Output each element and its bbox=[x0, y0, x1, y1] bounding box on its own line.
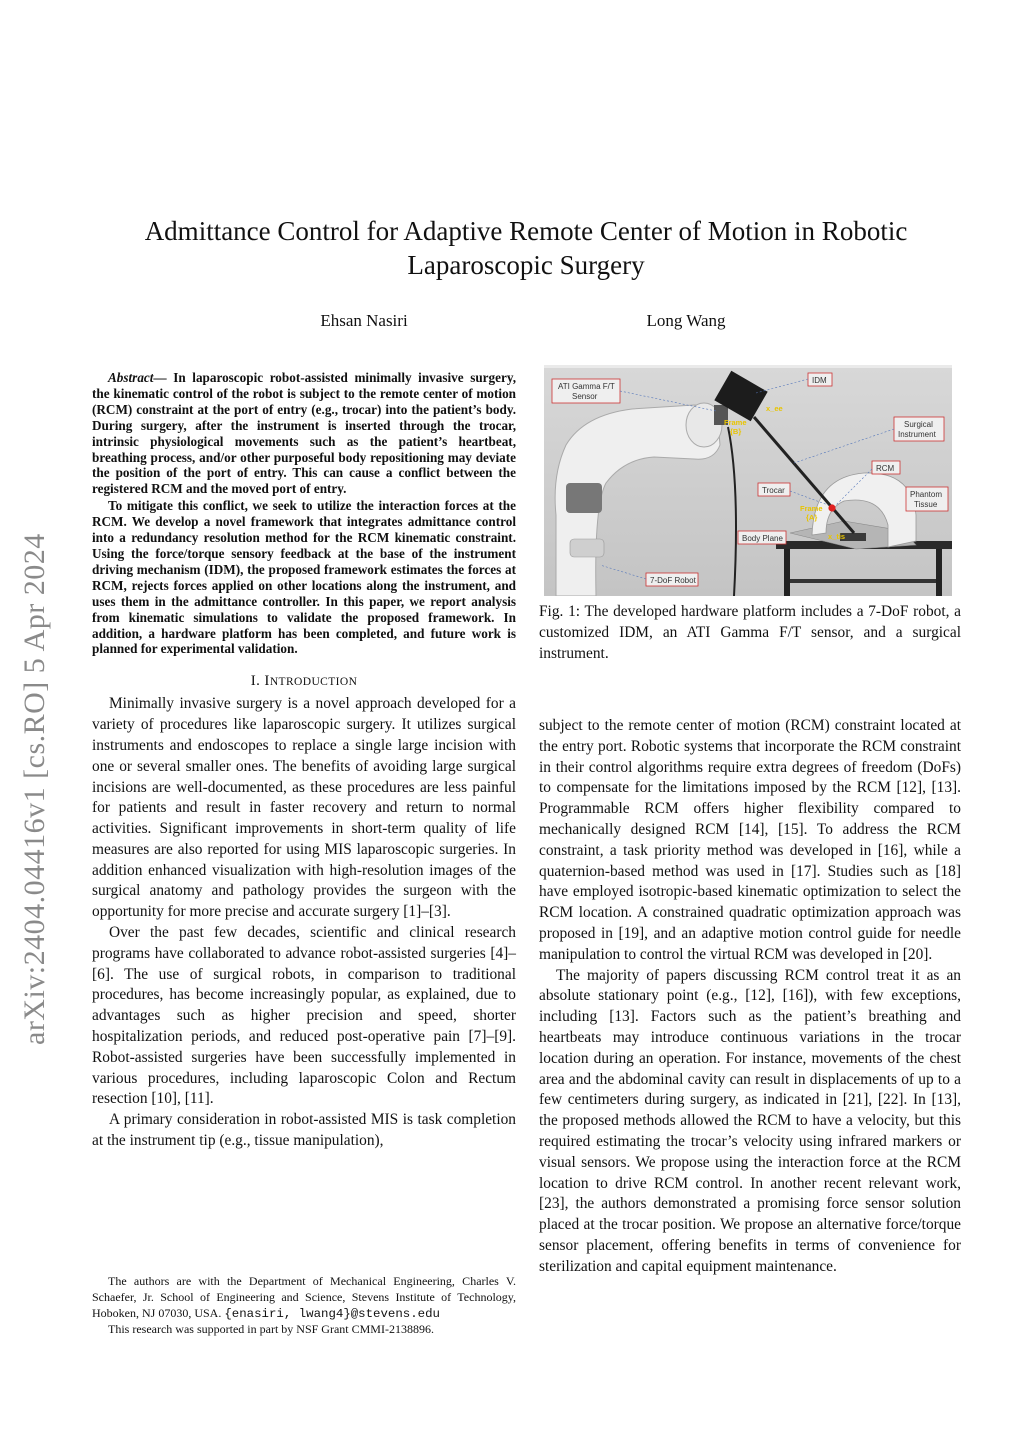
x-tissue-label: x_tis bbox=[828, 532, 846, 541]
author-2: Long Wang bbox=[646, 311, 726, 330]
section-number: I. bbox=[250, 673, 261, 690]
table-leg bbox=[784, 549, 790, 596]
callout-robot-text: 7-DoF Robot bbox=[650, 576, 696, 585]
callout-body-plane-text: Body Plane bbox=[742, 534, 783, 543]
callout-trocar-text: Trocar bbox=[762, 486, 785, 495]
callout-sensor-line2: Sensor bbox=[572, 392, 598, 401]
x-ee-label: x_ee bbox=[766, 404, 783, 413]
frame-a-symbol: {A} bbox=[806, 513, 818, 522]
figure-caption: Fig. 1: The developed hardware platform includes a 7-DoF robot, a customized IDM, an ATI Gamma F/T sensor, and a surgical instrument. bbox=[539, 603, 961, 662]
section-title-first: I bbox=[264, 673, 270, 690]
table-leg bbox=[936, 549, 942, 596]
frame-b-label: Frame bbox=[724, 418, 747, 427]
right-paragraph-1: subject to the remote center of motion (RCM) constraint located at the entry port. Robotic systems that incorporate the RCM constraint in their control algorithms require extra degrees of freedom (DoFs) to compensate for the limitations imposed by the RCM [12], [13]. Programmable RCM offers higher flexibility compared to mechanically designed RCM [14], [15]. To address the RCM constraint, a task priority method was developed in [16], while a quaternion-based method was used in [17]. Studies such as [18] have employed isotropic-based kinematic optimization to select the RCM location. A constrained quadratic optimization approach was proposed in [19], and an adaptive motion control guide for needle manipulation to control the virtual RCM was developed in [20]. bbox=[539, 717, 961, 963]
robot-joint bbox=[566, 483, 602, 513]
abstract-text-1: In laparoscopic robot-assisted minimally invasive surgery, the kinematic control of the robot is subject to the remote center of motion (RCM) constraint at the port of entry (e.g., trocar) into the patient’s body. During surgery, after the instrument is inserted through the trocar, intrinsic physiological movements such as the patient’s heartbeat, breathing process, and/or other purposeful body repositioning may deviate the position of the port of entry. This can cause a conflict between the registered RCM and the moved port of entry. bbox=[92, 370, 516, 497]
footnote-emails: {enasiri, lwang4}@stevens.edu bbox=[224, 1306, 440, 1321]
footnote-affiliation-text: The authors are with the Department of Mechanical Engineering, Charles V. Schaefer, Jr. School of Engineering and Science, Stevens Institute of Technology, Hoboken, NJ 07030, USA. bbox=[92, 1274, 516, 1320]
author-1: Ehsan Nasiri bbox=[320, 311, 408, 330]
left-column bbox=[92, 370, 516, 1152]
right-column bbox=[539, 716, 961, 1278]
footnote-funding: This research was supported in part by NSF Grant CMMI-2138896. bbox=[108, 1322, 434, 1337]
intro-paragraph-3: A primary consideration in robot-assisted MIS is task completion at the instrument tip (e.g., tissue manipulation), bbox=[92, 1111, 516, 1150]
callout-idm-text: IDM bbox=[812, 376, 827, 385]
callout-rcm-text: RCM bbox=[876, 464, 895, 473]
rcm-dot bbox=[828, 504, 835, 511]
intro-paragraph-1: Minimally invasive surgery is a novel approach developed for a variety of procedures like laparoscopic surgery. It utilizes surgical instruments and endoscopes to replace a single large incision with one or several smaller ones. The benefits of avoiding large surgical incisions are well-documented, as these procedures are less painful for patients and result in faster recovery and return to normal activities. Significant improvements in short-term quality of life measures are also reported for using MIS laparoscopic surgeries. In addition enhanced visualization with high-resolution images of the surgical anatomy and pathology provides the surgeon with the opportunity for more precise and accurate surgery [1]–[3]. bbox=[92, 695, 516, 921]
section-heading bbox=[92, 673, 516, 690]
frame-a-label: Frame bbox=[800, 504, 823, 513]
abstract-label: Abstract bbox=[108, 370, 154, 385]
callout-body-plane bbox=[738, 531, 786, 544]
right-paragraph-2: The majority of papers discussing RCM control treat it as an absolute stationary point (e.g., [12], [16]), with few exceptions, including [13]. Factors such as the patient’s breathing and heartbeats may introduce continuous variations in the trocar location during an operation. For instance, movements of the chest area and the abdominal cavity can result in displacements of up to a few centimeters during surgery, as indicated in [21], [22]. In [13], the proposed methods allowed the RCM to have a velocity, but this required estimating the trocar’s velocity using infrared markers or visual sensors. We propose using the interaction force at the RCM location to drive RCM control. In another recent relevant work, [23], the authors demonstrated a promising force sensor solution placed at the trocar position. We propose an alternative force/torque sensor placement, offering benefits in terms of convenience for sterilization and capital equipment maintenance. bbox=[539, 966, 961, 1275]
callout-phantom bbox=[906, 487, 948, 511]
callout-instrument-line2: Instrument bbox=[898, 430, 936, 439]
paper-title: Admittance Control for Adaptive Remote Center of Motion in Robotic Laparoscopic Surgery bbox=[144, 216, 908, 280]
arxiv-stamp: arXiv:2404.04416v1 [cs.RO] 5 Apr 2024 bbox=[18, 533, 51, 1045]
section-title-rest: NTRODUCTION bbox=[269, 676, 358, 689]
callout-phantom-line1: Phantom bbox=[910, 490, 943, 499]
callout-phantom-line2: Tissue bbox=[914, 500, 938, 509]
footnote bbox=[92, 1274, 516, 1338]
abstract-paragraph-1: Abstract— In laparoscopic robot-assisted minimally invasive surgery, the kinematic control of the robot is subject to the remote center of motion (RCM) constraint at the port of entry (e.g., trocar) into the patient’s body. During surgery, after the instrument is inserted through the trocar, intrinsic physiological movements such as the patient’s heartbeat, breathing process, and/or other purposeful body repositioning may deviate the position of the port of entry. This can cause a conflict between the registered RCM and the moved port of entry. bbox=[92, 370, 516, 497]
callout-sensor-line1: ATI Gamma F/T bbox=[558, 382, 615, 391]
abstract-paragraph-2: To mitigate this conflict, we seek to utilize the interaction forces at the RCM. We develop a novel framework that integrates admittance control into a redundancy resolution method for the RCM kinematic constraint. Using the force/torque sensory feedback at the base of the instrument driving mechanism (IDM), the proposed framework estimates the forces at RCM, rejects forces applied on other locations along the instrument, and uses them in the admittance controller. In this paper, we report analysis from kinematic simulations to validate the proposed framework. In addition, a hardware platform has been completed, and future work is planned for experimental validation. bbox=[92, 498, 516, 657]
footnote-affiliation bbox=[92, 1274, 516, 1322]
callout-instrument-line1: Surgical bbox=[904, 420, 933, 429]
intro-paragraph-2: Over the past few decades, scientific and clinical research programs have collaborated to advance robot-assisted surgeries [4]–[6]. The use of surgical robots, in comparison to traditional procedures, has become increasingly popular, as explained, due to advantages such as higher precision and speed, shorter hospitalization periods, and reduced post-operative pain [7]–[9]. Robot-assisted surgeries have been successfully implemented in various procedures, including laparoscopic Colon and Rectum resection [10], [11]. bbox=[92, 924, 516, 1108]
frame-b-symbol: {B} bbox=[730, 427, 742, 436]
figure-illustration bbox=[544, 365, 952, 596]
figure-hardware-platform bbox=[544, 365, 952, 596]
